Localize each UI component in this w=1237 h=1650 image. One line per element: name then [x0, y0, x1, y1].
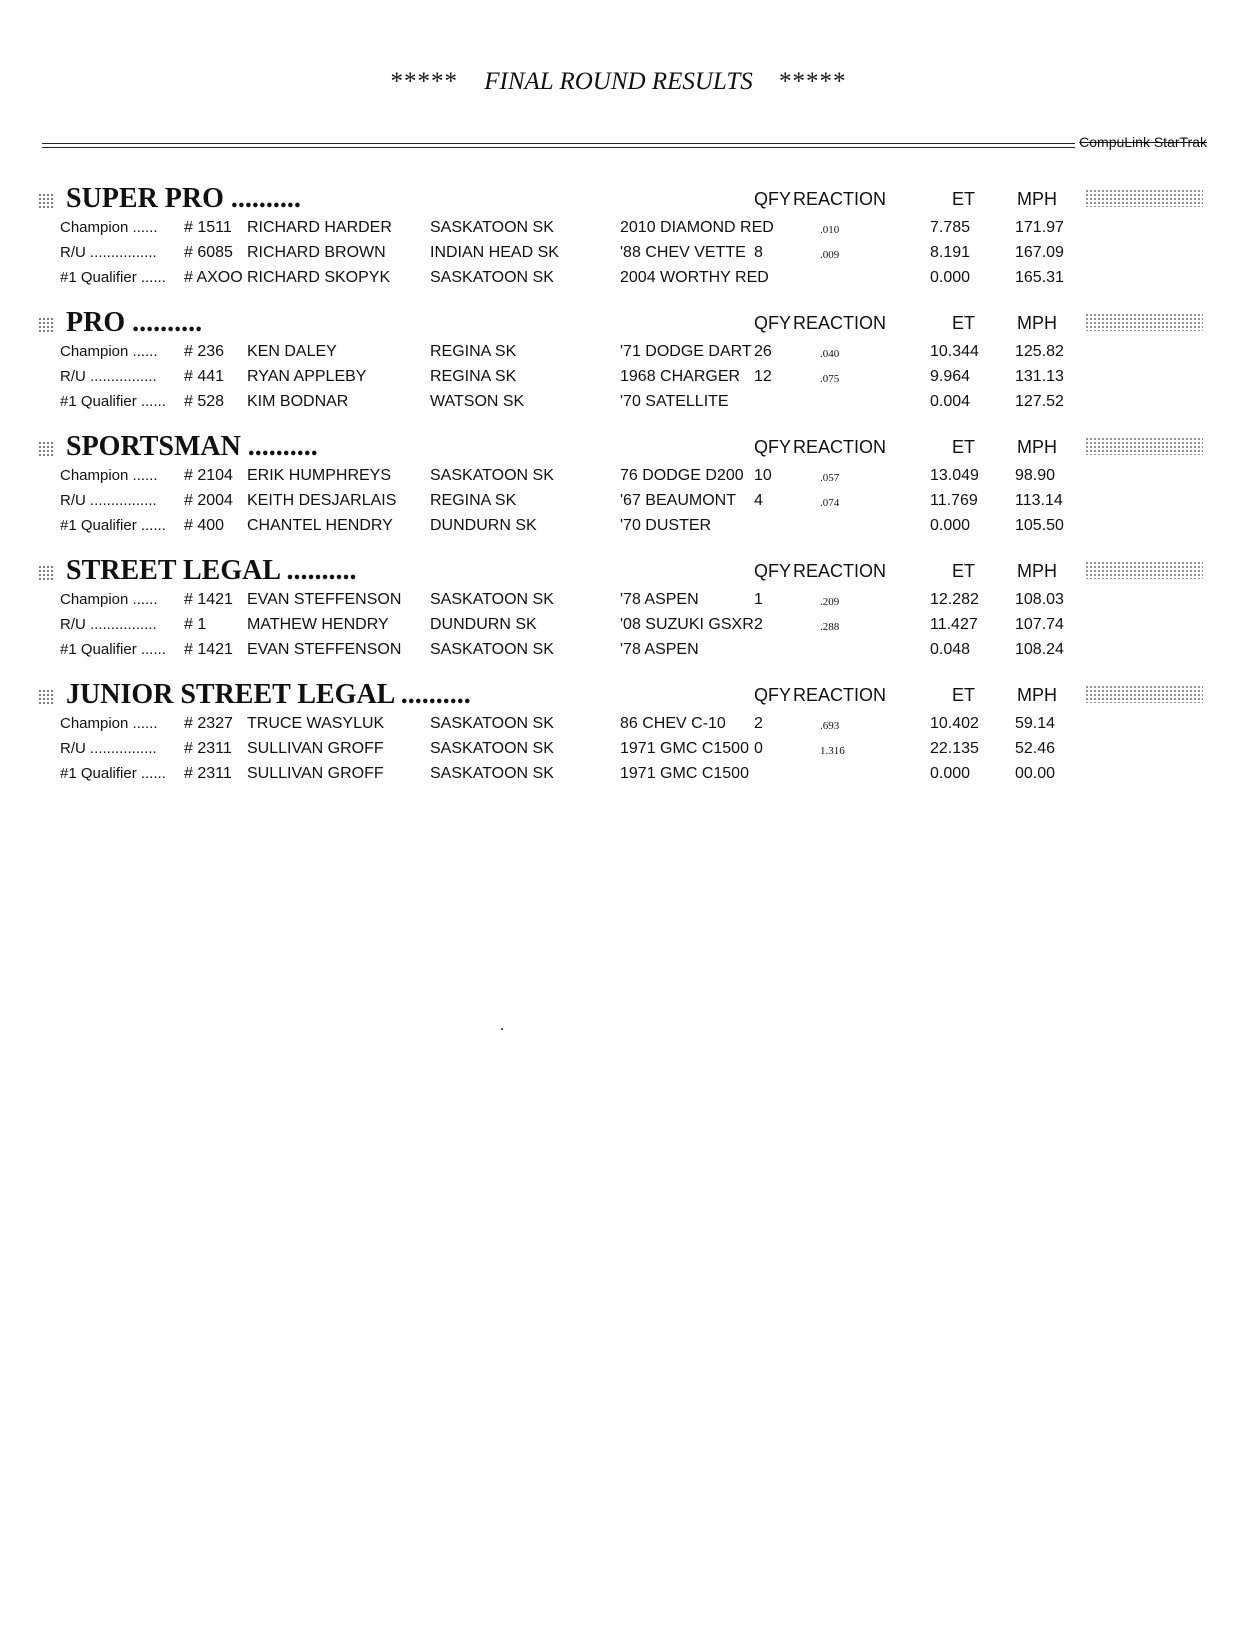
reaction-time: .040 [820, 348, 840, 360]
dotted-bullet-icon [38, 689, 54, 705]
column-header-qfy: QFY [754, 685, 792, 705]
speed-mph: 165.31 [1015, 269, 1064, 286]
result-role: R/U ................ [60, 368, 157, 385]
speed-mph: 107.74 [1015, 616, 1064, 633]
results-section [0, 555, 1237, 675]
vehicle: '78 ASPEN [620, 591, 699, 608]
driver-name: EVAN STEFFENSON [247, 591, 402, 608]
result-role: Champion ...... [60, 219, 158, 236]
speed-mph: 98.90 [1015, 467, 1056, 484]
vehicle: '88 CHEV VETTE [620, 244, 746, 261]
divider [42, 143, 1182, 144]
hometown: SASKATOON SK [430, 641, 554, 658]
reaction-time: .209 [820, 596, 840, 608]
dotted-bullet-icon [38, 317, 54, 333]
elapsed-time: 11.769 [930, 492, 978, 509]
hometown: SASKATOON SK [430, 740, 554, 757]
car-number: # 400 [184, 517, 225, 534]
elapsed-time: 9.964 [930, 368, 971, 385]
column-header-qfy: QFY [754, 189, 792, 209]
elapsed-time: 22.135 [930, 740, 979, 757]
result-role: Champion ...... [60, 715, 158, 732]
elapsed-time: 0.004 [930, 393, 971, 410]
qualifying-position: 10 [754, 467, 772, 484]
vehicle: 2010 DIAMOND RED [620, 219, 774, 236]
hatch-pattern [1085, 189, 1203, 207]
result-role: R/U ................ [60, 492, 157, 509]
result-role: #1 Qualifier ...... [60, 641, 166, 658]
result-row [0, 269, 1237, 293]
qualifying-position: 8 [754, 244, 763, 261]
elapsed-time: 11.427 [930, 616, 978, 633]
result-row [0, 641, 1237, 665]
result-role: #1 Qualifier ...... [60, 393, 166, 410]
speed-mph: 59.14 [1015, 715, 1056, 732]
column-header-qfy: QFY [754, 313, 792, 333]
vehicle: 1971 GMC C1500 [620, 740, 749, 757]
vehicle: '70 DUSTER [620, 517, 712, 534]
car-number: # 2311 [184, 765, 232, 782]
driver-name: RICHARD HARDER [247, 219, 392, 236]
car-number: # 6085 [184, 244, 233, 261]
result-row [0, 765, 1237, 789]
speed-mph: 131.13 [1015, 368, 1064, 385]
title-text: FINAL ROUND RESULTS [484, 68, 753, 95]
hometown: SASKATOON SK [430, 591, 554, 608]
result-row [0, 393, 1237, 417]
elapsed-time: 0.000 [930, 517, 971, 534]
speed-mph: 105.50 [1015, 517, 1064, 534]
car-number: # 236 [184, 343, 225, 360]
qualifying-position: 1 [754, 591, 763, 608]
result-row [0, 219, 1237, 243]
result-role: Champion ...... [60, 343, 158, 360]
section-heading [38, 307, 202, 339]
result-row [0, 467, 1237, 491]
result-role: #1 Qualifier ...... [60, 269, 166, 286]
speed-mph: 108.24 [1015, 641, 1064, 658]
column-header-mph: MPH [1017, 685, 1057, 705]
driver-name: EVAN STEFFENSON [247, 641, 402, 658]
qualifying-position: 4 [754, 492, 763, 509]
car-number: # AXOO [184, 269, 243, 286]
elapsed-time: 10.344 [930, 343, 979, 360]
speed-mph: 171.97 [1015, 219, 1064, 236]
hometown: DUNDURN SK [430, 616, 537, 633]
column-header-reaction: REACTION [793, 685, 887, 705]
elapsed-time: 13.049 [930, 467, 979, 484]
result-row [0, 343, 1237, 367]
driver-name: MATHEW HENDRY [247, 616, 389, 633]
column-header-et: ET [952, 313, 976, 333]
column-header-reaction: REACTION [793, 313, 887, 333]
driver-name: RYAN APPLEBY [247, 368, 367, 385]
result-row [0, 740, 1237, 764]
speed-mph: 127.52 [1015, 393, 1064, 410]
section-title: PRO .......... [66, 307, 203, 338]
elapsed-time: 7.785 [930, 219, 971, 236]
driver-name: SULLIVAN GROFF [247, 765, 384, 782]
result-role: Champion ...... [60, 591, 158, 608]
result-row [0, 591, 1237, 615]
section-title: SPORTSMAN .......... [66, 431, 318, 462]
qualifying-position: 12 [754, 368, 772, 385]
vehicle: 1971 GMC C1500 [620, 765, 749, 782]
driver-name: RICHARD SKOPYK [247, 269, 391, 286]
hometown: SASKATOON SK [430, 269, 554, 286]
reaction-time: .009 [820, 249, 840, 261]
reaction-time: 1.316 [820, 745, 845, 757]
hometown: SASKATOON SK [430, 467, 554, 484]
vehicle: 2004 WORTHY RED [620, 269, 769, 286]
column-header-reaction: REACTION [793, 189, 887, 209]
reaction-time: .288 [820, 621, 840, 633]
driver-name: KEN DALEY [247, 343, 337, 360]
driver-name: CHANTEL HENDRY [247, 517, 393, 534]
car-number: # 528 [184, 393, 225, 410]
elapsed-time: 10.402 [930, 715, 979, 732]
hatch-pattern [1085, 313, 1203, 331]
dotted-bullet-icon [38, 441, 54, 457]
hatch-pattern [1085, 685, 1203, 703]
elapsed-time: 12.282 [930, 591, 979, 608]
result-row [0, 368, 1237, 392]
page-title [0, 68, 1237, 96]
hometown: INDIAN HEAD SK [430, 244, 559, 261]
results-section [0, 307, 1237, 427]
elapsed-time: 8.191 [930, 244, 971, 261]
speed-mph: 108.03 [1015, 591, 1064, 608]
vehicle: '78 ASPEN [620, 641, 699, 658]
title-stars-left: ***** [390, 68, 458, 95]
column-header-mph: MPH [1017, 437, 1057, 457]
vehicle: 76 DODGE D200 [620, 467, 744, 484]
vehicle: '71 DODGE DART [620, 343, 752, 360]
qualifying-position: 2 [754, 715, 763, 732]
section-title: STREET LEGAL .......... [66, 555, 357, 586]
qualifying-position: 0 [754, 740, 763, 757]
column-header-et: ET [952, 561, 976, 581]
section-heading [38, 183, 301, 215]
result-role: R/U ................ [60, 740, 157, 757]
column-header-mph: MPH [1017, 313, 1057, 333]
car-number: # 1421 [184, 641, 233, 658]
column-header-et: ET [952, 685, 976, 705]
elapsed-time: 0.000 [930, 269, 971, 286]
column-header-reaction: REACTION [793, 437, 887, 457]
column-header-reaction: REACTION [793, 561, 887, 581]
column-header-qfy: QFY [754, 437, 792, 457]
title-stars-right: ***** [779, 68, 847, 95]
section-heading [38, 679, 471, 711]
result-row [0, 517, 1237, 541]
driver-name: KEITH DESJARLAIS [247, 492, 397, 509]
section-heading [38, 431, 318, 463]
result-row [0, 492, 1237, 516]
results-section [0, 183, 1237, 303]
section-heading [38, 555, 356, 587]
result-role: R/U ................ [60, 616, 157, 633]
car-number: # 1511 [184, 219, 232, 236]
hometown: REGINA SK [430, 368, 517, 385]
result-role: #1 Qualifier ...... [60, 765, 166, 782]
column-header-et: ET [952, 189, 976, 209]
speed-mph: 167.09 [1015, 244, 1064, 261]
vehicle: '08 SUZUKI GSXR [620, 616, 754, 633]
hatch-pattern [1085, 437, 1203, 455]
results-section [0, 679, 1237, 799]
section-title: SUPER PRO .......... [66, 183, 301, 214]
driver-name: ERIK HUMPHREYS [247, 467, 392, 484]
driver-name: RICHARD BROWN [247, 244, 386, 261]
result-row [0, 244, 1237, 268]
reaction-time: .010 [820, 224, 840, 236]
vehicle: '67 BEAUMONT [620, 492, 736, 509]
column-header-qfy: QFY [754, 561, 792, 581]
column-header-et: ET [952, 437, 976, 457]
vehicle: 86 CHEV C-10 [620, 715, 726, 732]
car-number: # 2104 [184, 467, 233, 484]
hometown: SASKATOON SK [430, 219, 554, 236]
result-role: Champion ...... [60, 467, 158, 484]
section-title: JUNIOR STREET LEGAL .......... [66, 679, 471, 710]
hometown: WATSON SK [430, 393, 525, 410]
column-header-mph: MPH [1017, 561, 1057, 581]
vehicle: '70 SATELLITE [620, 393, 729, 410]
results-section [0, 431, 1237, 551]
elapsed-time: 0.048 [930, 641, 971, 658]
driver-name: SULLIVAN GROFF [247, 740, 384, 757]
result-row [0, 715, 1237, 739]
speed-mph: 00.00 [1015, 765, 1056, 782]
speed-mph: 113.14 [1015, 492, 1063, 509]
hometown: REGINA SK [430, 343, 517, 360]
dotted-bullet-icon [38, 193, 54, 209]
driver-name: KIM BODNAR [247, 393, 349, 410]
scan-speck [501, 1028, 503, 1030]
vehicle: 1968 CHARGER [620, 368, 741, 385]
hometown: SASKATOON SK [430, 715, 554, 732]
speed-mph: 125.82 [1015, 343, 1064, 360]
car-number: # 2311 [184, 740, 232, 757]
column-header-mph: MPH [1017, 189, 1057, 209]
driver-name: TRUCE WASYLUK [247, 715, 385, 732]
hometown: SASKATOON SK [430, 765, 554, 782]
result-row [0, 616, 1237, 640]
hatch-pattern [1085, 561, 1203, 579]
car-number: # 441 [184, 368, 225, 385]
hometown: DUNDURN SK [430, 517, 537, 534]
hometown: REGINA SK [430, 492, 517, 509]
car-number: # 2004 [184, 492, 233, 509]
qualifying-position: 26 [754, 343, 772, 360]
reaction-time: .075 [820, 373, 840, 385]
result-role: #1 Qualifier ...... [60, 517, 166, 534]
car-number: # 1 [184, 616, 207, 633]
reaction-time: .057 [820, 472, 840, 484]
qualifying-position: 2 [754, 616, 763, 633]
dotted-bullet-icon [38, 565, 54, 581]
divider [42, 147, 1182, 148]
brand-label: CompuLink StarTrak [1075, 134, 1207, 150]
reaction-time: .074 [820, 497, 840, 509]
car-number: # 1421 [184, 591, 233, 608]
result-role: R/U ................ [60, 244, 157, 261]
car-number: # 2327 [184, 715, 233, 732]
speed-mph: 52.46 [1015, 740, 1056, 757]
reaction-time: .693 [820, 720, 840, 732]
elapsed-time: 0.000 [930, 765, 971, 782]
